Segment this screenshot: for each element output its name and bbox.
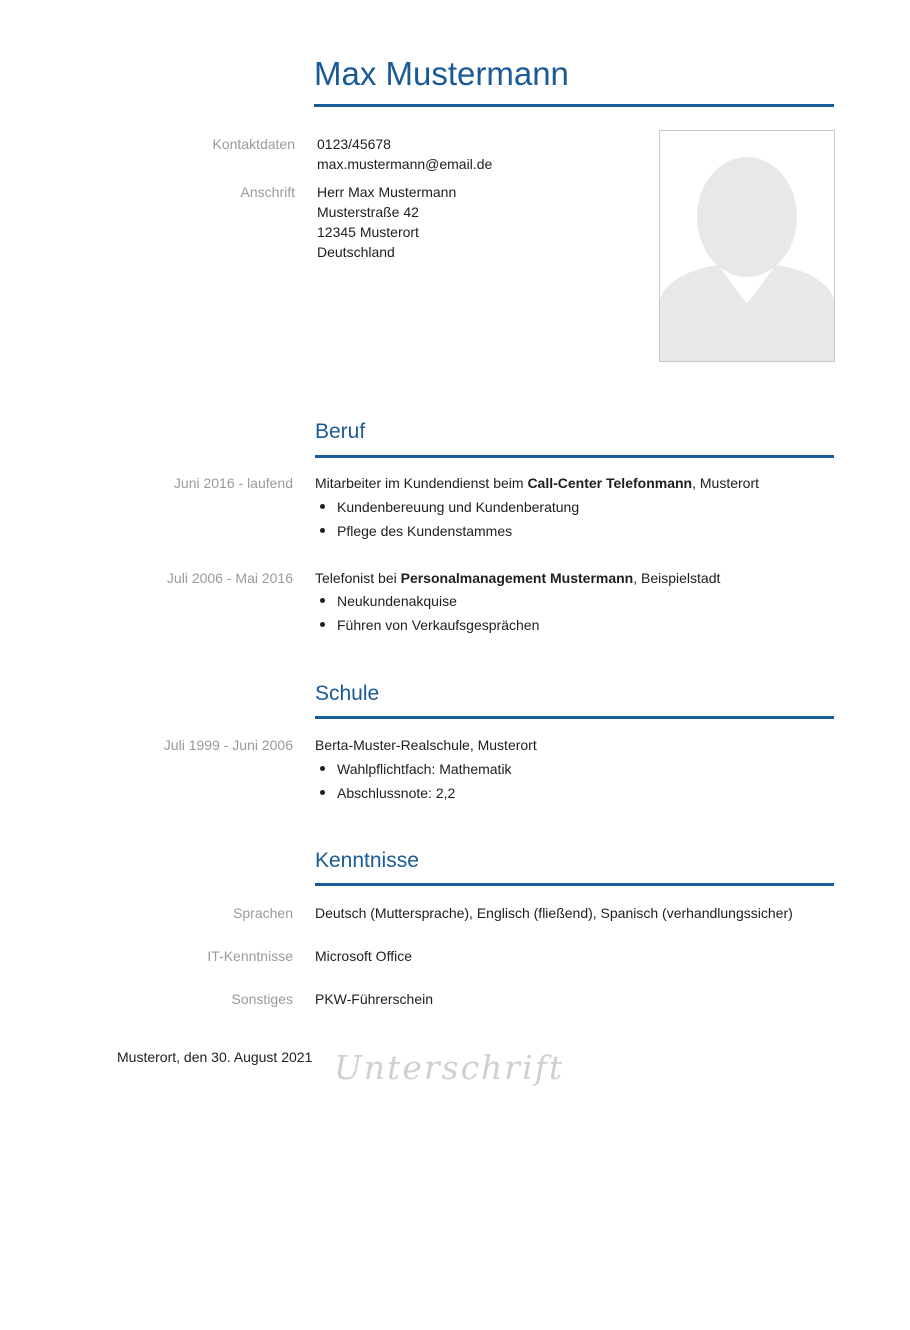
contact-label: Kontaktdaten: [212, 136, 295, 152]
entry-suffix: , Musterort: [692, 475, 759, 491]
avatar-silhouette-icon: [660, 131, 834, 361]
list-item: Abschlussnote: 2,2: [315, 781, 512, 805]
section-title-kenntnisse: Kenntnisse: [315, 849, 419, 872]
entry-description: [315, 568, 835, 588]
skill-value: Deutsch (Muttersprache), Englisch (fließend), Spanisch (verhandlungssicher): [315, 905, 793, 921]
entry-suffix: , Beispielstadt: [633, 570, 721, 586]
skill-label: IT-Kenntnisse: [207, 948, 293, 964]
address-line: Herr Max Mustermann: [317, 184, 457, 200]
signature-placeholder: Unterschrift: [334, 1048, 565, 1087]
list-item: Pflege des Kundenstammes: [315, 519, 579, 543]
entry-date: Juni 2016 - laufend: [173, 475, 293, 491]
entry-date: Juli 1999 - Juni 2006: [163, 737, 293, 753]
address-line: Musterstraße 42: [317, 204, 419, 220]
place-date: Musterort, den 30. August 2021: [117, 1049, 313, 1065]
section-rule-kenntnisse: [315, 883, 834, 886]
address-label: Anschrift: [240, 184, 295, 200]
entry-company: Personalmanagement Mustermann: [400, 570, 634, 586]
entry-prefix: Telefonist bei: [315, 570, 401, 586]
entry-bullet-list: [315, 589, 539, 637]
header-rule: [314, 104, 834, 107]
contact-phone: 0123/45678: [317, 136, 391, 152]
entry-description: Berta-Muster-Realschule, Musterort: [315, 737, 537, 753]
section-rule-schule: [315, 716, 834, 719]
entry-prefix: Mitarbeiter im Kundendienst beim: [315, 475, 528, 491]
list-item: Wahlpflichtfach: Mathematik: [315, 757, 512, 781]
address-line: 12345 Musterort: [317, 224, 419, 240]
list-item: Neukundenakquise: [315, 589, 539, 613]
entry-description: [315, 473, 835, 493]
entry-company: Call-Center Telefonmann: [527, 475, 693, 491]
address-block: [317, 182, 456, 262]
entry-bullet-list: [315, 757, 512, 805]
cv-name: Max Mustermann: [314, 55, 569, 92]
skill-value: PKW-Führerschein: [315, 991, 434, 1007]
entry-date: Juli 2006 - Mai 2016: [166, 570, 293, 586]
skill-value: Microsoft Office: [315, 948, 412, 964]
profile-photo-placeholder: [659, 130, 835, 362]
entry-bullet-list: [315, 495, 579, 543]
list-item: Führen von Verkaufsgesprächen: [315, 613, 539, 637]
address-line: Deutschland: [317, 244, 395, 260]
section-title-beruf: Beruf: [315, 420, 366, 443]
skill-label: Sprachen: [233, 905, 293, 921]
skill-label: Sonstiges: [231, 991, 293, 1007]
contact-email: max.mustermann@email.de: [317, 156, 493, 172]
section-rule-beruf: [315, 455, 834, 458]
list-item: Kundenbereuung und Kundenberatung: [315, 495, 579, 519]
section-title-schule: Schule: [315, 682, 380, 705]
